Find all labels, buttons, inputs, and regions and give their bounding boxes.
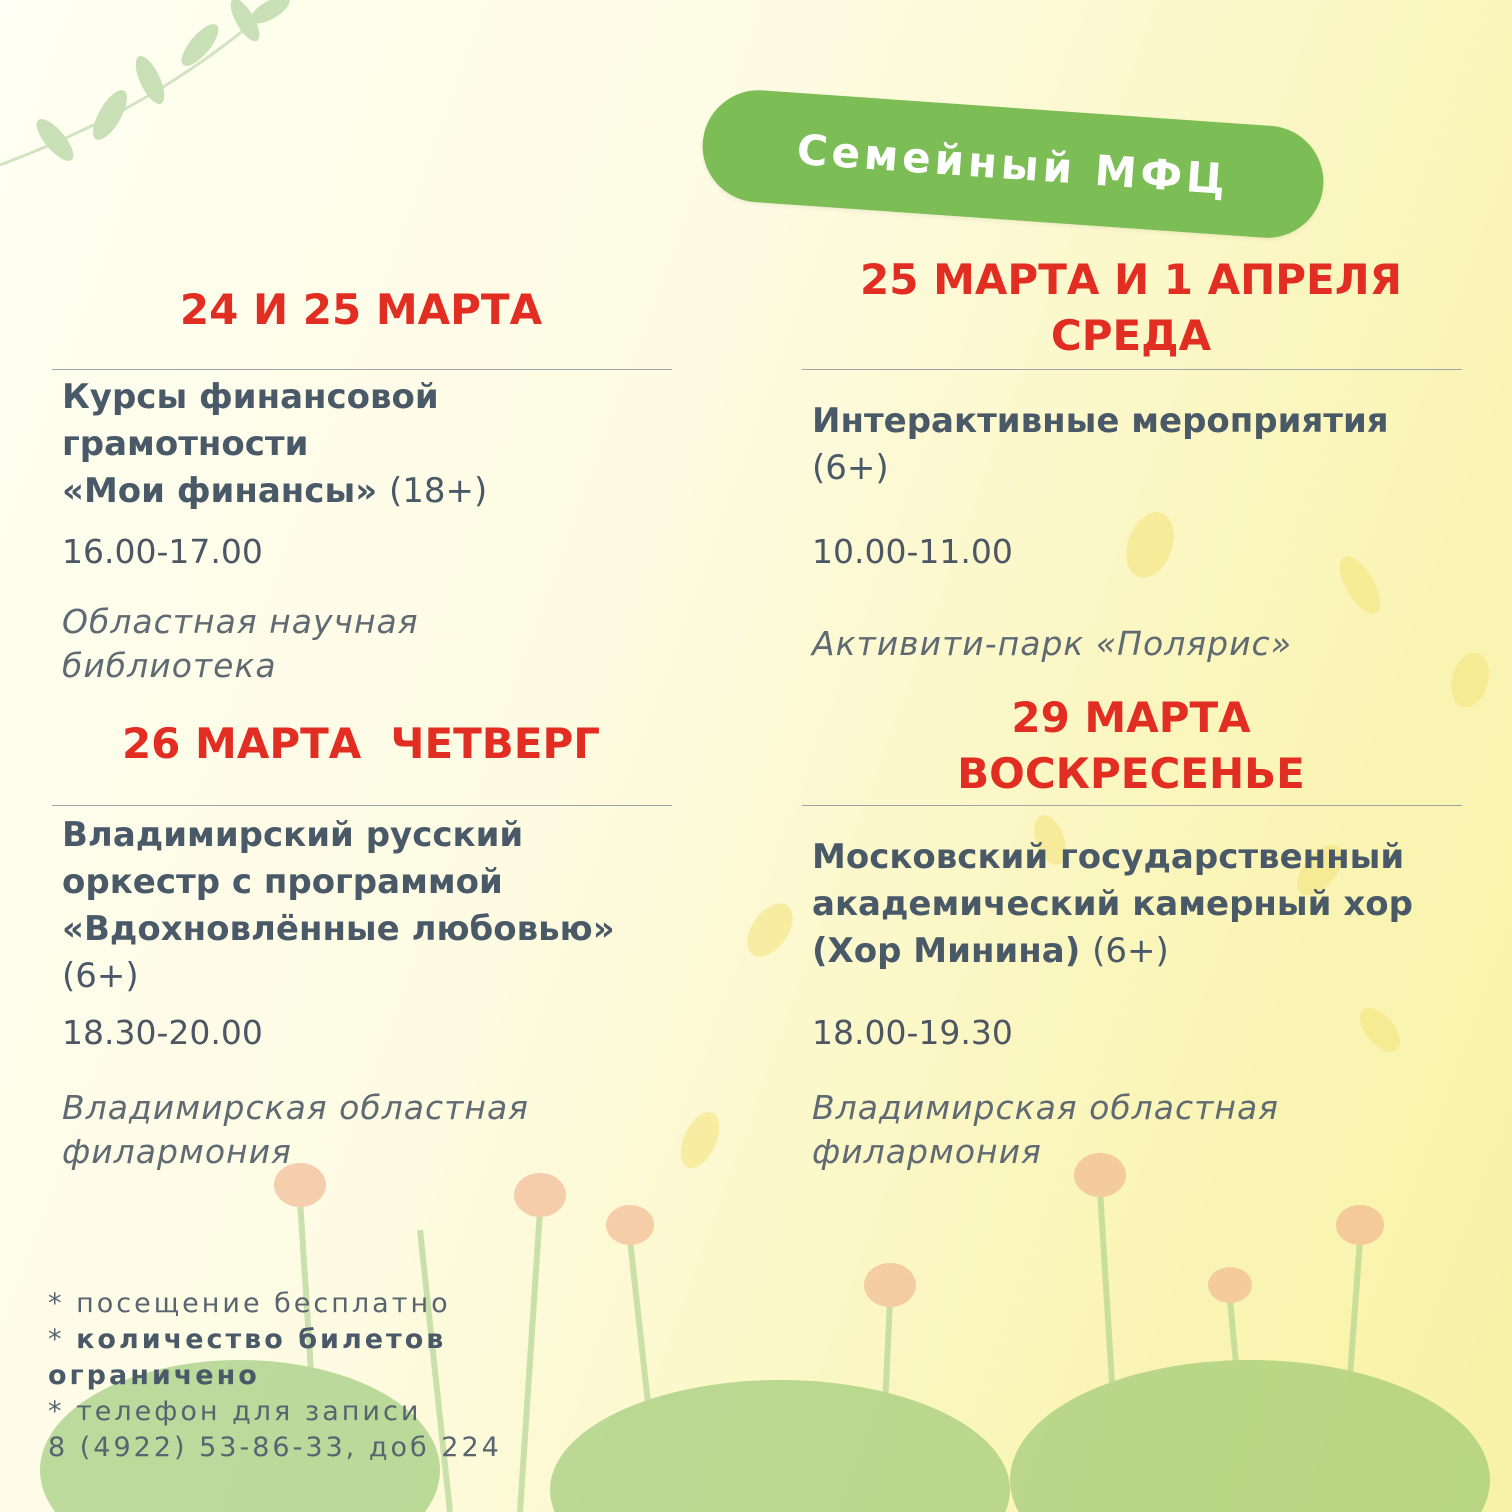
event-2-place: Активити-парк «Полярис» xyxy=(812,624,1293,663)
footer-notes xyxy=(48,1286,568,1466)
event-4-date: 29 МАРТА ВОСКРЕСЕНЬЕ xyxy=(957,693,1305,798)
event-1-date: 24 И 25 МАРТА xyxy=(179,285,543,334)
event-1-time: 16.00-17.00 xyxy=(62,532,263,571)
badge-label: Семейный МФЦ xyxy=(795,124,1231,204)
event-2-divider xyxy=(802,369,1462,370)
event-3-time: 18.30-20.00 xyxy=(62,1013,263,1052)
event-4-divider xyxy=(802,805,1462,806)
footer-phone-label: * телефон для записи xyxy=(48,1396,422,1427)
event-2-age: (6+) xyxy=(812,448,889,488)
event-3-divider xyxy=(52,805,672,806)
event-3-date: 26 МАРТА ЧЕТВЕРГ xyxy=(121,719,601,768)
event-4-place: Владимирская областная филармония xyxy=(812,1088,1280,1171)
event-4-age: (6+) xyxy=(1092,931,1169,971)
vine-icon xyxy=(0,0,294,166)
footer-free-visit: * посещение бесплатно xyxy=(48,1288,451,1319)
event-1-divider xyxy=(52,369,672,370)
footer-phone-number[interactable]: 8 (4922) 53-86-33, доб 224 xyxy=(48,1432,502,1463)
event-2-time: 10.00-11.00 xyxy=(812,532,1013,571)
event-4-time: 18.00-19.30 xyxy=(812,1013,1013,1052)
event-3-age: (6+) xyxy=(62,956,139,996)
event-3-place: Владимирская областная филармония xyxy=(62,1088,530,1171)
event-4-title: Московский государственный академический камерный хор (Хор Минина) (6+) xyxy=(812,837,1413,971)
event-2-title: Интерактивные мероприятия (6+) xyxy=(812,401,1389,488)
event-1-age: (18+) xyxy=(389,471,488,511)
event-1-title: Курсы финансовой грамотности «Мои финансы» (18+) xyxy=(62,377,488,511)
event-1-place: Областная научная библиотека xyxy=(62,602,419,685)
footer-tickets-limited: * количество билетов ограничено xyxy=(48,1324,447,1391)
event-3-title: Владимирский русский оркестр с программой «Вдохновлённые любовью» (6+) xyxy=(62,815,615,996)
event-2-date: 25 МАРТА И 1 АПРЕЛЯ СРЕДА xyxy=(860,255,1402,360)
